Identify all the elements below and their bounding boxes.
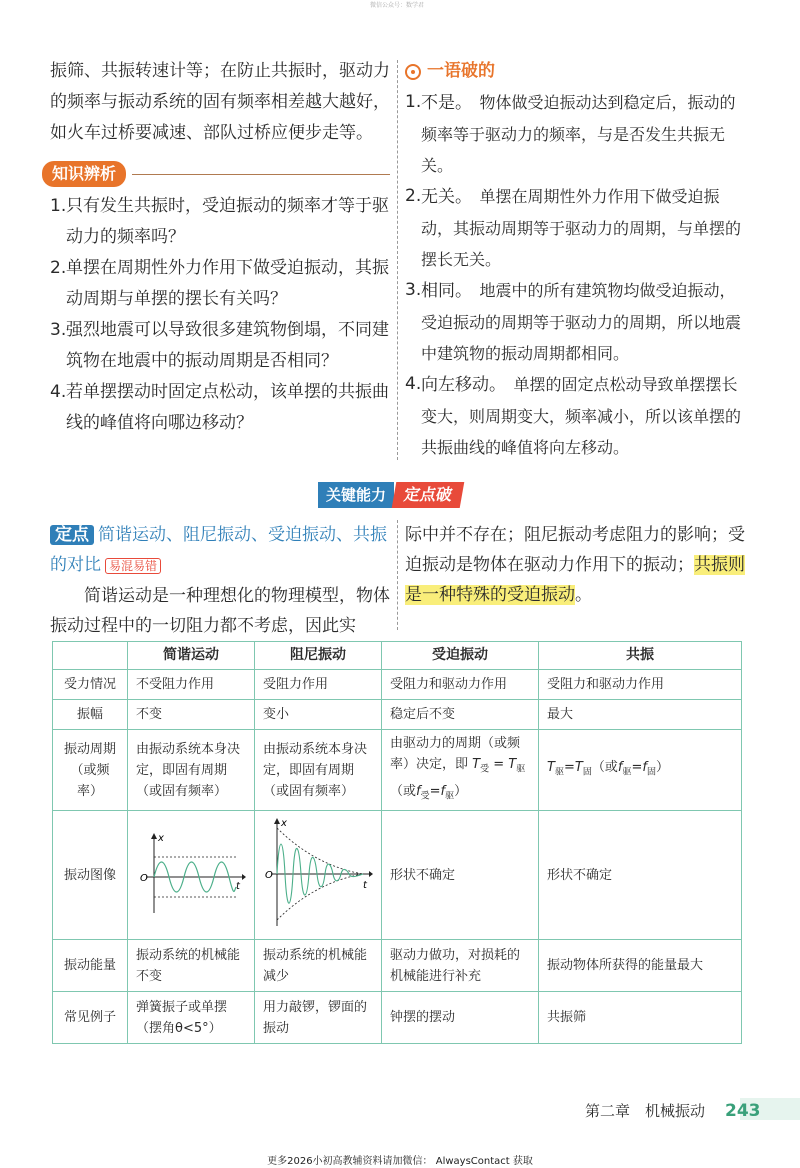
knowledge-tag: 知识辨析 bbox=[42, 161, 126, 187]
table-header: 简谐运动 bbox=[128, 642, 255, 670]
answer-number: 2. bbox=[405, 186, 422, 206]
row-head: 常见例子 bbox=[53, 992, 128, 1044]
answer-head: 相同。 bbox=[421, 281, 464, 301]
axis-t-label: t bbox=[363, 880, 367, 892]
answers-title: 一语破的 bbox=[427, 61, 495, 81]
question-3 bbox=[50, 315, 390, 377]
shm-graph bbox=[136, 827, 246, 917]
continuation-text: 际中并不存在；阻尼振动考虑阻力的影响；受迫振动是物体在驱动力作用下的振动； bbox=[405, 525, 745, 575]
answer-number: 3. bbox=[405, 280, 422, 300]
table-cell: 不变 bbox=[128, 700, 255, 730]
table-cell: 共振筛 bbox=[539, 992, 742, 1044]
knowledge-header bbox=[42, 161, 390, 187]
period-text: 由驱动力的周期（或频率）决定，即 bbox=[390, 736, 521, 772]
highlighted-text: 共振则是一种特殊的受迫振动 bbox=[405, 555, 745, 605]
table-row bbox=[53, 670, 742, 700]
table-cell: 变小 bbox=[255, 700, 382, 730]
shm-graph-cell bbox=[128, 811, 255, 940]
table-cell: 受阻力作用 bbox=[255, 670, 382, 700]
page-footer bbox=[585, 1100, 761, 1121]
table-cell: 形状不确定 bbox=[539, 811, 742, 940]
point-tag: 定点 bbox=[50, 525, 94, 545]
question-text: 强烈地震可以导致很多建筑物倒塌，不同建筑物在地震中的振动周期是否相同？ bbox=[66, 320, 389, 371]
row-head: 振动周期（或频率） bbox=[53, 730, 128, 811]
table-row bbox=[53, 700, 742, 730]
table-cell: 稳定后不变 bbox=[382, 700, 539, 730]
table-cell: 驱动力做功，对损耗的机械能进行补充 bbox=[382, 940, 539, 992]
page-number: 243 bbox=[725, 1100, 761, 1121]
question-number: 3. bbox=[50, 320, 67, 340]
table-cell: 形状不确定 bbox=[382, 811, 539, 940]
answer-1 bbox=[405, 87, 750, 181]
table-row bbox=[53, 730, 742, 811]
mix-error-tag: 易混易错 bbox=[105, 558, 161, 574]
answer-head: 向左移动。 bbox=[421, 375, 498, 395]
table-cell: 弹簧振子或单摆（摆角θ<5°） bbox=[128, 992, 255, 1044]
answer-4 bbox=[405, 369, 750, 463]
table-cell: 不受阻力作用 bbox=[128, 670, 255, 700]
comparison-table bbox=[52, 641, 742, 1044]
point-title-text: 简谐运动、阻尼振动、受迫振动、共振的对比 bbox=[50, 525, 387, 575]
row-head: 振幅 bbox=[53, 700, 128, 730]
table-cell: 受阻力和驱动力作用 bbox=[382, 670, 539, 700]
answers-header bbox=[405, 56, 750, 87]
right-continuation bbox=[405, 520, 750, 610]
bottom-note: 更多2026小初高教辅资料请加微信： AlwaysContact 获取 bbox=[267, 1156, 533, 1167]
answer-number: 4. bbox=[405, 374, 422, 394]
table-cell: 用力敲锣，锣面的振动 bbox=[255, 992, 382, 1044]
target-icon bbox=[405, 64, 421, 80]
answer-text: 单摆的固定点松动导致单摆摆长变大，则周期变大，频率减小，所以该单摆的共振曲线的峰值将向左移动。 bbox=[421, 375, 742, 457]
chapter-label: 第二章 机械振动 bbox=[585, 1102, 706, 1120]
axis-origin-label: O bbox=[140, 872, 148, 884]
question-number: 4. bbox=[50, 382, 67, 402]
table-header-row bbox=[53, 642, 742, 670]
answer-text: 地震中的所有建筑物均做受迫振动，受迫振动的周期等于驱动力的周期，所以地震中建筑物的振动周期都相同。 bbox=[421, 281, 742, 363]
row-head: 振动能量 bbox=[53, 940, 128, 992]
answer-text: 单摆在周期性外力作用下做受迫振动，其振动周期等于驱动力的周期，与单摆的摆长无关。 bbox=[421, 187, 742, 269]
table-cell: 受阻力和驱动力作用 bbox=[539, 670, 742, 700]
key-ability-banner bbox=[318, 482, 462, 508]
point-body: 简谐运动是一种理想化的物理模型，物体振动过程中的一切阻力都不考虑，因此实 bbox=[50, 586, 390, 636]
table-row bbox=[53, 992, 742, 1044]
column-divider-top bbox=[397, 60, 398, 460]
answer-head: 不是。 bbox=[421, 93, 464, 113]
question-4 bbox=[50, 377, 390, 439]
axis-x-label: x bbox=[281, 818, 287, 830]
question-text: 只有发生共振时，受迫振动的频率才等于驱动力的频率吗？ bbox=[66, 196, 389, 247]
axis-t-label: t bbox=[236, 880, 240, 892]
top-note: 微信公众号：数学君 bbox=[370, 2, 425, 9]
question-2 bbox=[50, 253, 390, 315]
table-header: 受迫振动 bbox=[382, 642, 539, 670]
left-column bbox=[50, 56, 390, 439]
answer-head: 无关。 bbox=[421, 187, 464, 207]
axis-x-label: x bbox=[158, 832, 164, 844]
point-title bbox=[50, 520, 395, 581]
table-cell: 振动系统的机械能减少 bbox=[255, 940, 382, 992]
damped-graph bbox=[263, 814, 373, 929]
question-text: 单摆在周期性外力作用下做受迫振动，其振动周期与单摆的摆长有关吗？ bbox=[66, 258, 389, 309]
axis-origin-label: O bbox=[265, 870, 273, 882]
question-number: 2. bbox=[50, 258, 67, 278]
table-header: 阻尼振动 bbox=[255, 642, 382, 670]
table-cell: 由振动系统本身决定，即固有周期（或固有频率） bbox=[255, 730, 382, 811]
answer-2 bbox=[405, 181, 750, 275]
left-intro: 振筛、共振转速计等；在防止共振时，驱动力的频率与振动系统的固有频率相差越大越好，如火车过桥要减速、部队过桥应便步走等。 bbox=[50, 61, 390, 143]
row-head: 受力情况 bbox=[53, 670, 128, 700]
table-cell: 钟摆的摆动 bbox=[382, 992, 539, 1044]
answer-3 bbox=[405, 275, 750, 369]
column-divider-mid bbox=[397, 520, 398, 630]
answer-number: 1. bbox=[405, 92, 422, 112]
table-cell: 由驱动力的周期（或频率）决定，即 $T_受 = T_驱$（或$f_受=f_驱$） bbox=[382, 730, 539, 811]
table-cell: 由振动系统本身决定，即固有周期（或固有频率） bbox=[128, 730, 255, 811]
question-number: 1. bbox=[50, 196, 67, 216]
table-header bbox=[53, 642, 128, 670]
row-head: 振动图像 bbox=[53, 811, 128, 940]
continuation-end: 。 bbox=[575, 585, 592, 605]
table-cell: 最大 bbox=[539, 700, 742, 730]
header-rule bbox=[132, 174, 390, 175]
table-cell: 振动系统的机械能不变 bbox=[128, 940, 255, 992]
right-column bbox=[405, 56, 750, 463]
answer-text: 物体做受迫振动达到稳定后，振动的频率等于驱动力的频率，与是否发生共振无关。 bbox=[421, 93, 736, 175]
question-1 bbox=[50, 191, 390, 253]
table-header: 共振 bbox=[539, 642, 742, 670]
banner-part1: 关键能力 bbox=[318, 482, 394, 508]
banner-part2: 定点破 bbox=[392, 482, 465, 508]
table-cell: 振动物体所获得的能量最大 bbox=[539, 940, 742, 992]
table-row bbox=[53, 940, 742, 992]
resonance-formula: $T_驱=T_固$（或$f_驱=f_固$） bbox=[539, 730, 742, 811]
damped-graph-cell bbox=[255, 811, 382, 940]
question-text: 若单摆摆动时固定点松动，该单摆的共振曲线的峰值将向哪边移动？ bbox=[66, 382, 389, 433]
table-row bbox=[53, 811, 742, 940]
